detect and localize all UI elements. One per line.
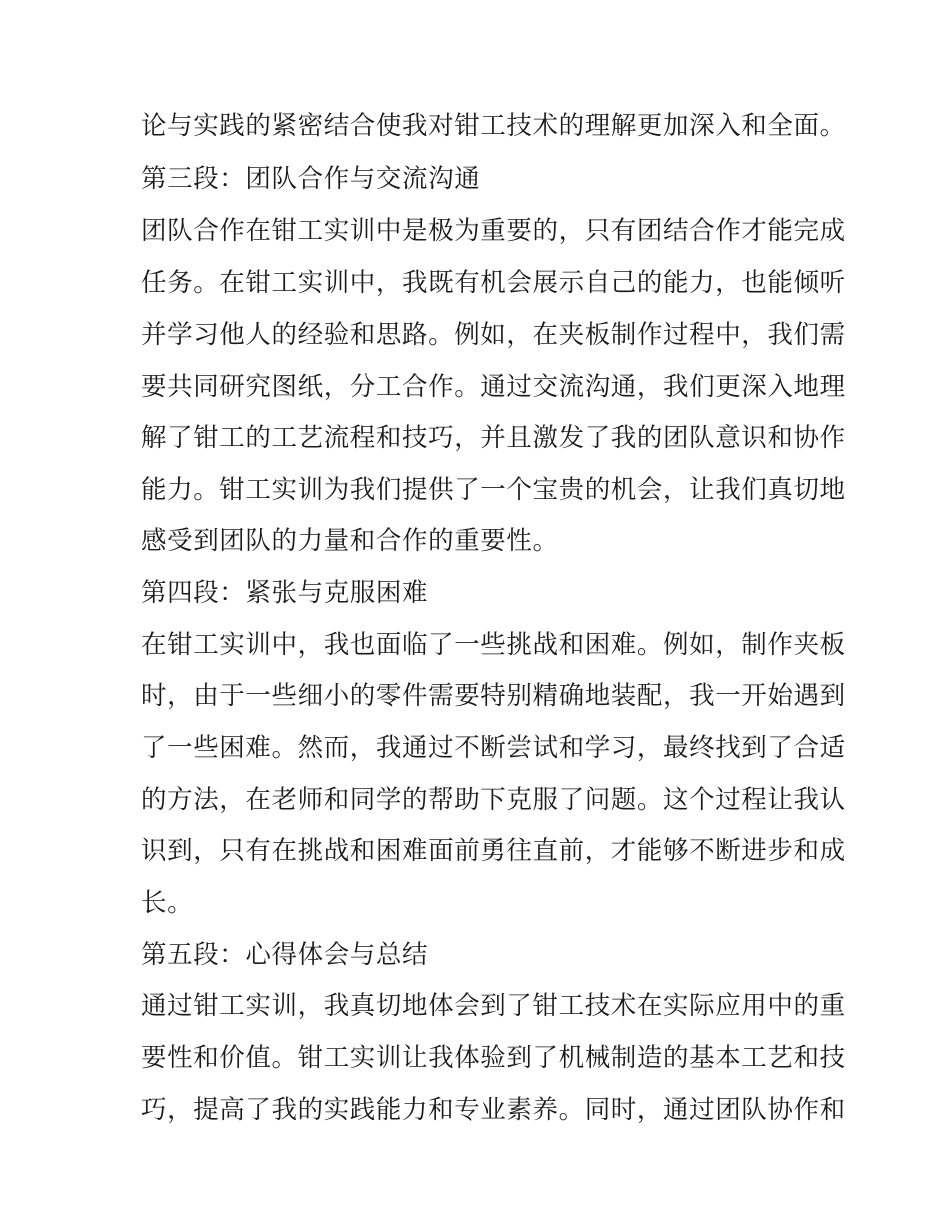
text-line: 要性和价值。钳工实训让我体验到了机械制造的基本工艺和技 bbox=[141, 1043, 846, 1073]
section-heading: 第三段：团队合作与交流沟通 bbox=[141, 164, 481, 194]
text-line: 巧，提高了我的实践能力和专业素养。同时，通过团队协作和 bbox=[141, 1095, 846, 1125]
text-line: 在钳工实训中，我也面临了一些挑战和困难。例如，制作夹板 bbox=[141, 630, 846, 660]
text-line: 的方法，在老师和同学的帮助下克服了问题。这个过程让我认 bbox=[141, 785, 846, 815]
section-heading: 第四段：紧张与克服困难 bbox=[141, 578, 429, 608]
text-line: 感受到团队的力量和合作的重要性。 bbox=[141, 526, 559, 556]
text-line: 解了钳工的工艺流程和技巧，并且激发了我的团队意识和协作 bbox=[141, 423, 846, 453]
text-line: 要共同研究图纸，分工合作。通过交流沟通，我们更深入地理 bbox=[141, 372, 846, 402]
text-line: 长。 bbox=[141, 888, 194, 918]
text-line: 识到，只有在挑战和困难面前勇往直前，才能够不断进步和成 bbox=[141, 836, 846, 866]
text-line: 时，由于一些细小的零件需要特别精确地装配，我一开始遇到 bbox=[141, 681, 846, 711]
text-line: 论与实践的紧密结合使我对钳工技术的理解更加深入和全面。 bbox=[141, 111, 846, 141]
text-line: 了一些困难。然而，我通过不断尝试和学习，最终找到了合适 bbox=[141, 733, 846, 763]
text-line: 并学习他人的经验和思路。例如，在夹板制作过程中，我们需 bbox=[141, 320, 846, 350]
section-heading: 第五段：心得体会与总结 bbox=[141, 940, 429, 970]
text-line: 团队合作在钳工实训中是极为重要的，只有团结合作才能完成 bbox=[141, 216, 846, 246]
text-line: 能力。钳工实训为我们提供了一个宝贵的机会，让我们真切地 bbox=[141, 475, 846, 505]
text-line: 通过钳工实训，我真切地体会到了钳工技术在实际应用中的重 bbox=[141, 991, 846, 1021]
text-line: 任务。在钳工实训中，我既有机会展示自己的能力，也能倾听 bbox=[141, 268, 846, 298]
